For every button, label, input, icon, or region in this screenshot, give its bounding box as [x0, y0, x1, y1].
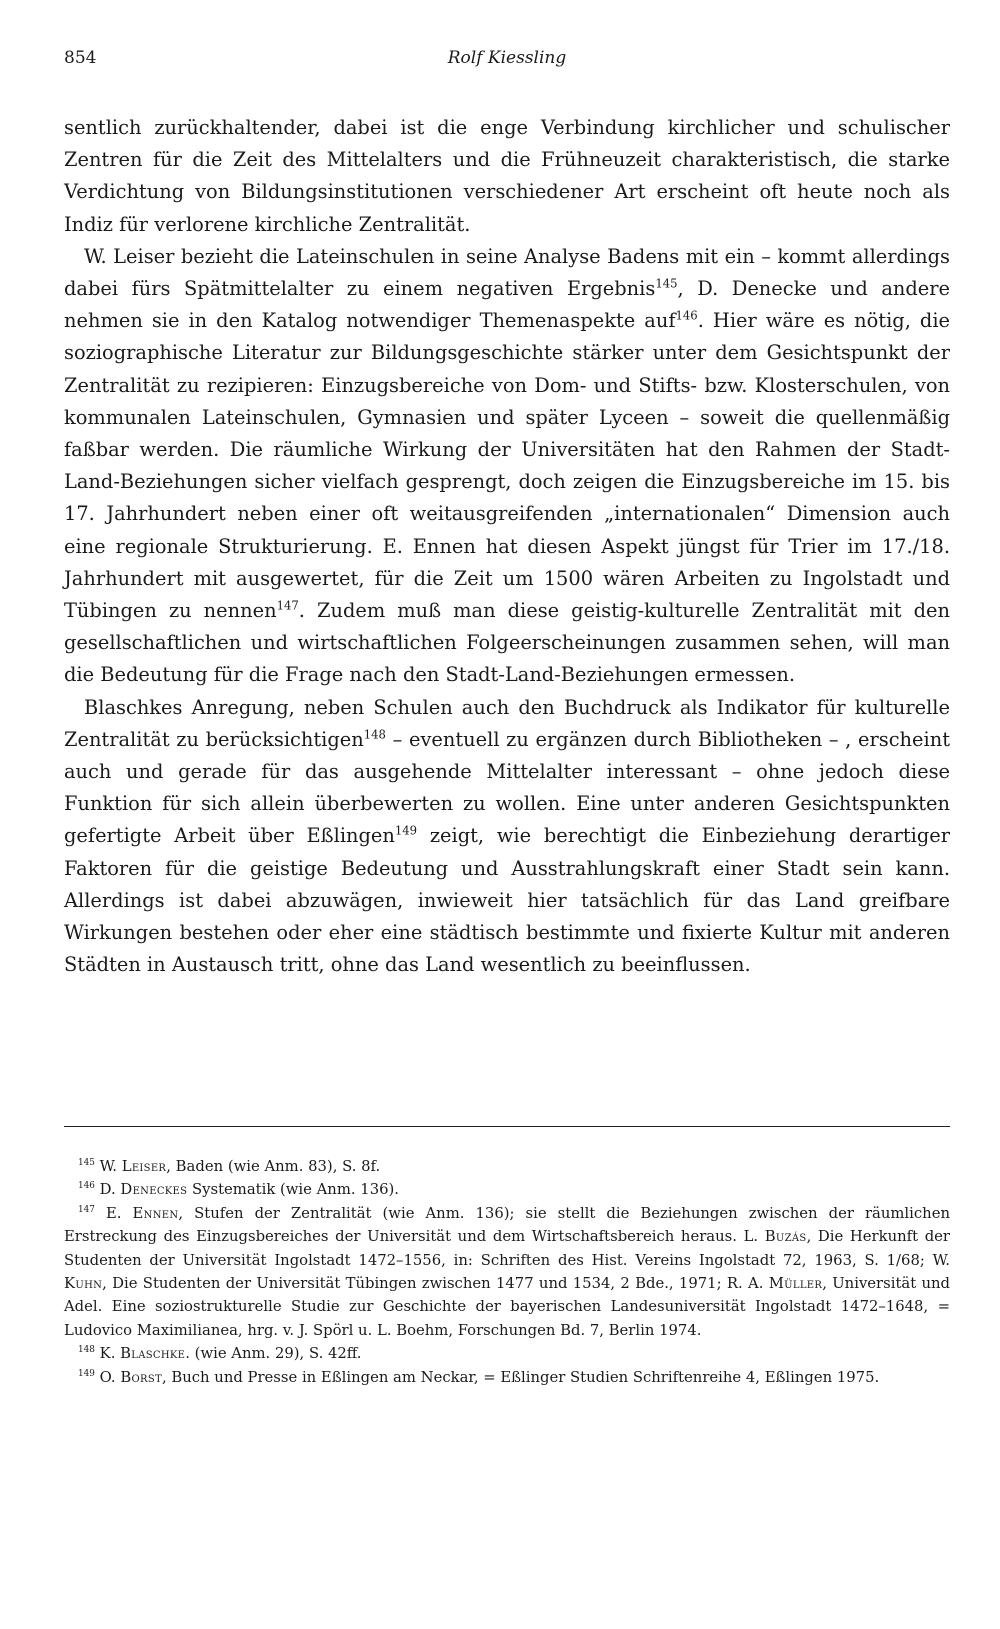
text-run: . Zudem muß man diese geistig-kulturelle Zentralität mit den gesellschaftlichen und wirtschaftlichen Folgeerscheinungen zusammen sehen, will man die Bedeutung für die Frage nach den Stadt-Land-Beziehungen ermessen.	[64, 599, 950, 687]
text-run: – eventuell zu ergänzen durch Bibliotheken – , erscheint auch und gerade für das ausgehende Mittelalter interessant – ohne jedoch diese Funktion für sich allein überbewerten zu wollen. Eine unter anderen Gesichtspunkten gefertigte Arbeit über Eßlingen	[64, 727, 951, 848]
text-run: , Die Herkunft der Studenten der Universität Ingolstadt 1472–1556, in: Schriften des Hist. Vereins Ingolstadt 72, 1963, S. 1/68; W.	[64, 1228, 950, 1269]
text-run: Systematik (wie Anm. 136).	[187, 1181, 399, 1199]
author-name: Deneckes	[120, 1181, 188, 1199]
author-name: Müller	[768, 1275, 823, 1293]
text-run: zeigt, wie berechtigt die Einbeziehung derartiger Faktoren für die geistige Bedeutung und Ausstrahlungskraft einer Stadt sein kann. Allerdings ist dabei abzuwägen, inwieweit hier tatsächlich für das Land greifbare Wirkungen bestehen oder eher eine städtisch bestimmte und fixierte Kultur mit anderen Städten in Austausch tritt, ohne das Land wesentlich zu beeinflussen.	[64, 824, 950, 977]
footnote-number: 145	[78, 1158, 95, 1169]
text-run: , Buch und Presse in Eßlingen am Neckar, = Eßlinger Studien Schriftenreihe 4, Eßlingen 1975.	[161, 1368, 880, 1386]
footnote-ref: 145	[655, 276, 678, 291]
running-head: Rolf Kiessling	[447, 48, 567, 68]
footnote-ref: 148	[363, 727, 386, 742]
footnote	[64, 1366, 950, 1389]
paragraph	[64, 112, 950, 241]
body-text	[64, 112, 950, 981]
footnote-divider	[64, 1126, 950, 1127]
text-run: E.	[94, 1204, 133, 1222]
author-name: Kuhn	[64, 1275, 103, 1293]
footnote-ref: 149	[394, 824, 418, 838]
paragraph	[64, 241, 950, 692]
footnote	[64, 1155, 950, 1178]
text-run: . Hier wäre es nötig, die soziographische Literatur zur Bildungsgeschichte stärker unter dem Gesichtspunkt der Zentralität zu rezipieren: Einzugsbereiche von Dom- und Stifts- bzw. Klosterschulen, von kommunalen Lateinschulen, Gymnasien und später Lyceen – soweit die quellenmäßig faßbar werden. Die räumliche Wirkung der Universitäten hat den Rahmen der Stadt-Land-Beziehungen sicher vielfach gesprengt, doch zeigen die Einzugsbereiche im 15. bis 17. Jahrhundert neben einer oft weitausgreifenden „internationalen“ Dimension auch eine regionale Strukturierung. E. Ennen hat diesen Aspekt jüngst für Trier im 17./18. Jahrhundert mit ausgewertet, für die Zeit um 1500 wären Arbeiten zu Ingolstadt und Tübingen zu nennen	[64, 309, 950, 623]
text-run: . (wie Anm. 29), S. 42ff.	[185, 1345, 362, 1363]
footnote-ref: 146	[675, 308, 698, 323]
text-run: , Universität und Adel. Eine soziostrukturelle Studie zur Geschichte der bayerischen Landesuniversität Ingolstadt 1472–1648, = Ludovico Maximilianea, hrg. v. J. Spörl u. L. Boehm, Forschungen Bd. 7, Berlin 1974.	[64, 1275, 950, 1339]
footnote	[64, 1342, 950, 1365]
text-run: , Die Studenten der Universität Tübingen zwischen 1477 und 1534, 2 Bde., 1971; R. A.	[102, 1275, 769, 1293]
text-run: K.	[94, 1345, 121, 1363]
text-run: , Baden (wie Anm. 83), S. 8f.	[166, 1158, 381, 1175]
page-number: 854	[64, 48, 97, 68]
text-run: W. Leiser bezieht die Lateinschulen in seine Analyse Badens mit ein – kommt allerdings dabei fürs Spätmittelalter zu einem negativen Ergebnis	[64, 244, 950, 301]
text-run: O.	[94, 1368, 121, 1386]
text-run: , Stufen der Zentralität (wie Anm. 136); sie stellt die Beziehungen zwischen der räumlichen Erstreckung des Einzugsbereiches der Universität und dem Wirtschaftsbereich heraus. L.	[64, 1204, 950, 1246]
text-run: D.	[94, 1181, 121, 1199]
footnotes	[64, 1155, 950, 1389]
page-header	[64, 48, 950, 78]
author-name: Blaschke	[120, 1345, 186, 1363]
text-run: W.	[94, 1158, 122, 1175]
paragraph	[64, 692, 950, 982]
author-name: Ennen	[132, 1204, 179, 1222]
footnote-number: 148	[78, 1345, 95, 1356]
author-name: Borst	[120, 1368, 162, 1386]
author-name: Leiser	[121, 1158, 167, 1175]
footnote	[64, 1178, 950, 1201]
text-run: Blaschkes Anregung, neben Schulen auch den Buchdruck als Indikator für kulturelle Zentralität zu berücksichtigen	[64, 695, 950, 751]
footnote-number: 149	[78, 1368, 95, 1379]
footnote-number: 146	[78, 1181, 95, 1192]
text-run: , D. Denecke und andere nehmen sie in den Katalog notwendiger Themenaspekte auf	[64, 277, 951, 333]
text-run: sentlich zurückhaltender, dabei ist die enge Verbindung kirchlicher und schulischer Zentren für die Zeit des Mittelalters und die Frühneuzeit charakteristisch, die starke Verdichtung von Bildungsinstitutionen verschiedener Art erscheint oft heute noch als Indiz für verlorene kirchliche Zentralität.	[64, 116, 950, 236]
footnote	[64, 1202, 950, 1342]
footnote-ref: 147	[276, 598, 299, 613]
author-name: Buzás	[764, 1228, 807, 1246]
footnote-number: 147	[78, 1204, 95, 1215]
